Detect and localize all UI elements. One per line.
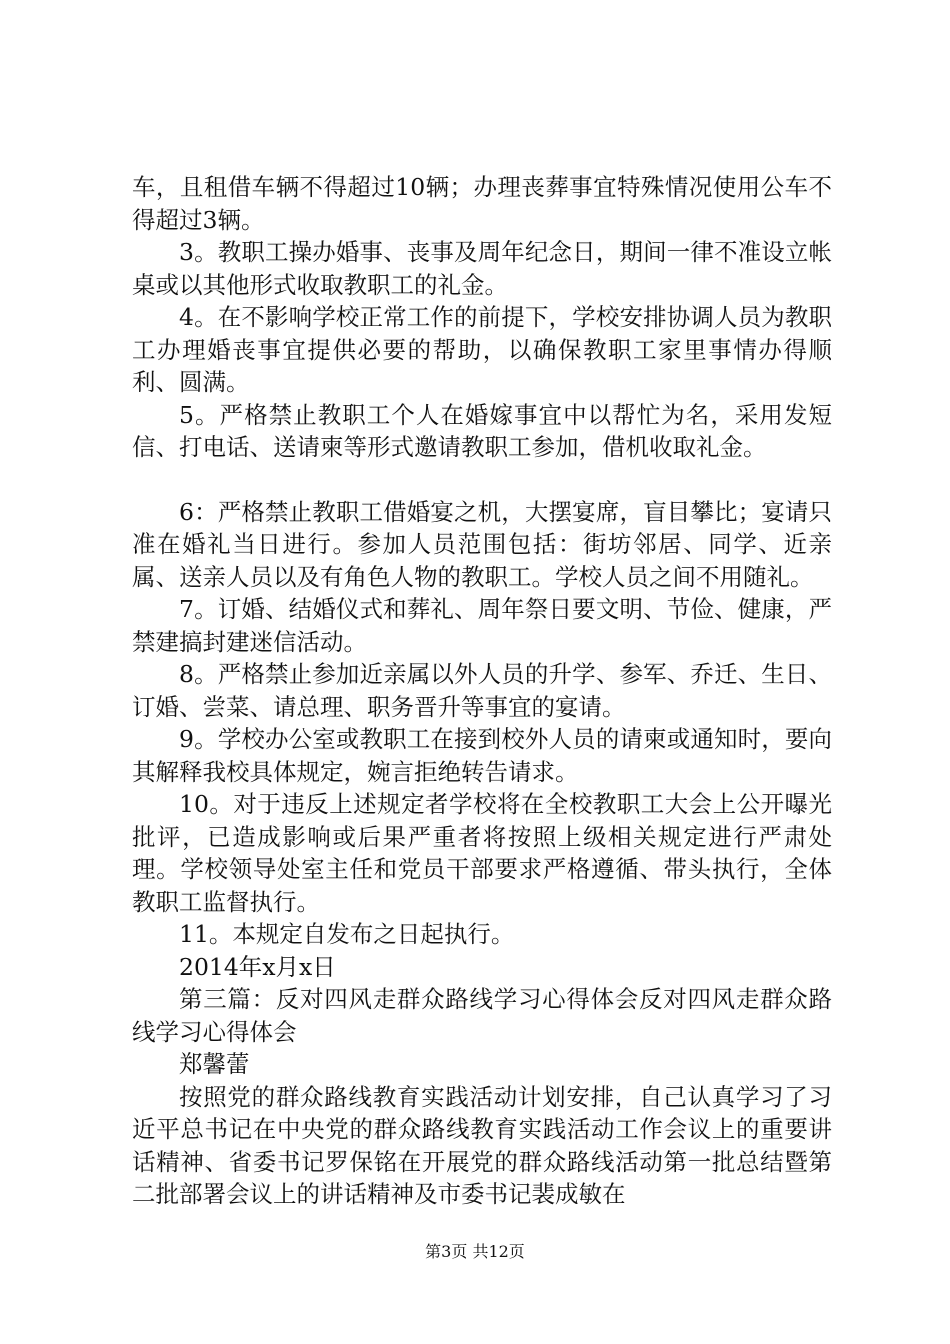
paragraph-gap (132, 464, 832, 496)
author-name: 郑馨蕾 (179, 1050, 250, 1078)
paragraph-6: 7。订婚、结婚仪式和葬礼、周年祭日要文明、节俭、健康，严禁建搞封建迷信活动。 (132, 595, 832, 656)
paragraph-2: 3。教职工操办婚事、丧事及周年纪念日，期间一律不准设立帐桌或以其他形式收取教职工的礼金。 (132, 238, 832, 299)
paragraph-10: 11。本规定自发布之日起执行。 (179, 920, 515, 948)
paragraph-1: 车，且租借车辆不得超过10辆；办理丧葬事宜特殊情况使用公车不得超过3辆。 (132, 173, 832, 234)
paragraph-8: 9。学校办公室或教职工在接到校外人员的请柬或通知时，要向其解释我校具体规定，婉言拒绝转告请求。 (132, 725, 832, 786)
page-footer: 第3页 共12页 (425, 1242, 525, 1261)
date-line: 2014年x月x日 (179, 952, 336, 981)
paragraph-7: 8。严格禁止参加近亲属以外人员的升学、参军、乔迁、生日、订婚、尝菜、请总理、职务晋升等事宜的宴请。 (132, 660, 832, 721)
paragraph-3: 4。在不影响学校正常工作的前提下，学校安排协调人员为教职工办理婚丧事宜提供必要的帮助，以确保教职工家里事情办得顺利、圆满。 (132, 303, 832, 396)
section-heading: 第三篇：反对四风走群众路线学习心得体会反对四风走群众路线学习心得体会 (132, 985, 832, 1046)
paragraph-5: 6：严格禁止教职工借婚宴之机，大摆宴席，盲目攀比；宴请只准在婚礼当日进行。参加人员范围包括：街坊邻居、同学、近亲属、送亲人员以及有角色人物的教职工。学校人员之间不用随礼。 (132, 497, 832, 591)
paragraph-4: 5。严格禁止教职工个人在婚嫁事宜中以帮忙为名，采用发短信、打电话、送请柬等形式邀请教职工参加，借机收取礼金。 (132, 400, 832, 461)
paragraph-11: 按照党的群众路线教育实践活动计划安排，自己认真学习了习近平总书记在中央党的群众路线教育实践活动工作会议上的重要讲话精神、省委书记罗保铭在开展党的群众路线活动第一批总结暨第二批部署会议上的讲话精神及市委书记裴成敏在 (132, 1082, 832, 1208)
paragraph-9: 10。对于违反上述规定者学校将在全校教职工大会上公开曝光批评，已造成影响或后果严重者将按照上级相关规定进行严肃处理。学校领导处室主任和党员干部要求严格遵循、带头执行，全体教职工监督执行。 (132, 790, 832, 916)
document-body (132, 171, 832, 1211)
